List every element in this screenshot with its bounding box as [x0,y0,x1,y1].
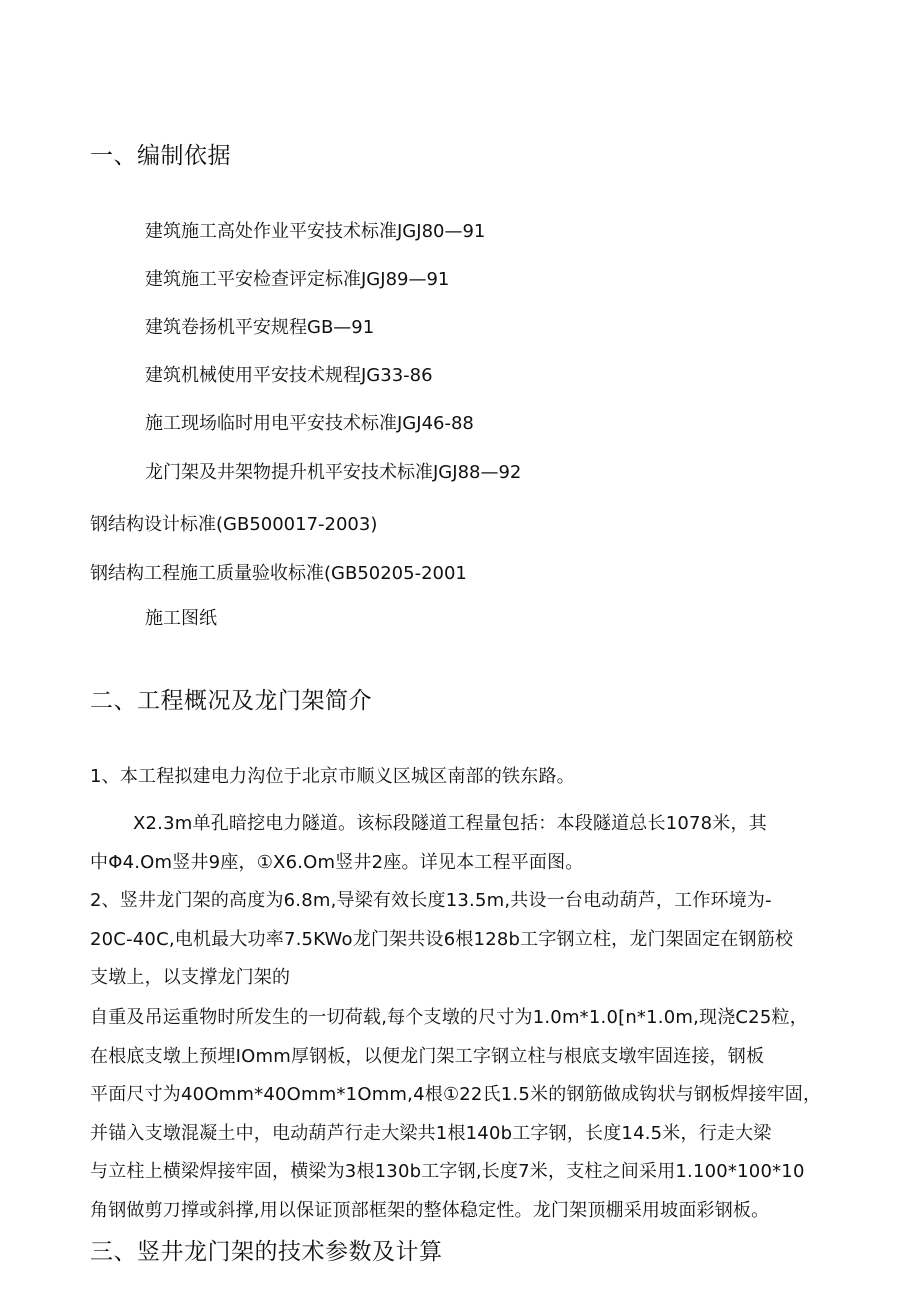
reference-item: 钢结构工程施工质量验收标准(GB50205-2001 [90,563,467,584]
paragraph-line: X2.3m单孔暗挖电力隧道。该标段隧道工程量包括：本段隧道总长1078米，其 [133,813,767,834]
section2-heading: 二、工程概况及龙门架简介 [90,688,372,714]
paragraph-line: 与立柱上横梁焊接牢固，横梁为3根130b工字钢,长度7米，支柱之间采用1.100*100*10 [90,1161,805,1182]
reference-item: 建筑机械使用平安技术规程JG33-86 [145,365,433,386]
reference-item: 建筑施工高处作业平安技术标准JGJ80—91 [145,221,486,242]
reference-item: 建筑施工平安检查评定标准JGJ89—91 [145,269,450,290]
section1-heading: 一、编制依据 [90,143,231,169]
paragraph-line: 1、本工程拟建电力沟位于北京市顺义区城区南部的铁东路。 [90,766,575,787]
paragraph-line: 并锚入支墩混凝土中，电动葫芦行走大梁共1根140b工字钢，长度14.5米，行走大梁 [90,1123,772,1144]
reference-item: 施工图纸 [145,608,217,629]
paragraph-line: 支墩上，以支撑龙门架的 [90,967,291,988]
paragraph-line: 中Φ4.Om竖井9座，①X6.Om竖井2座。详见本工程平面图。 [90,852,584,873]
paragraph-line: 角钢做剪刀撑或斜撑,用以保证顶部框架的整体稳定性。龙门架顶棚采用坡面彩钢板。 [90,1200,770,1221]
paragraph-line: 自重及吊运重物时所发生的一切荷载,每个支墩的尺寸为1.0m*1.0[n*1.0m,现浇C25粒， [90,1007,808,1028]
paragraph-line: 在根底支墩上预埋IOmm厚钢板，以便龙门架工字钢立柱与根底支墩牢固连接，钢板 [90,1046,765,1067]
paragraph-line: 2、竖井龙门架的高度为6.8m,导梁有效长度13.5m,共设一台电动葫芦，工作环境为- [90,890,772,911]
reference-item: 建筑卷扬机平安规程GB—91 [145,317,375,338]
paragraph-line: 平面尺寸为40Omm*40Omm*1Omm,4根①22氏1.5米的钢筋做成钩状与钢板焊接牢固， [90,1084,822,1105]
section3-heading: 三、竖井龙门架的技术参数及计算 [90,1239,443,1265]
reference-item: 施工现场临时用电平安技术标准JGJ46-88 [145,413,474,434]
reference-item: 龙门架及井架物提升机平安技术标准JGJ88—92 [145,462,522,483]
paragraph-line: 20C-40C,电机最大功率7.5KWo龙门架共设6根128b工字钢立柱，龙门架固定在钢筋校 [90,929,794,950]
reference-item: 钢结构设计标准(GB500017-2003) [90,514,378,535]
